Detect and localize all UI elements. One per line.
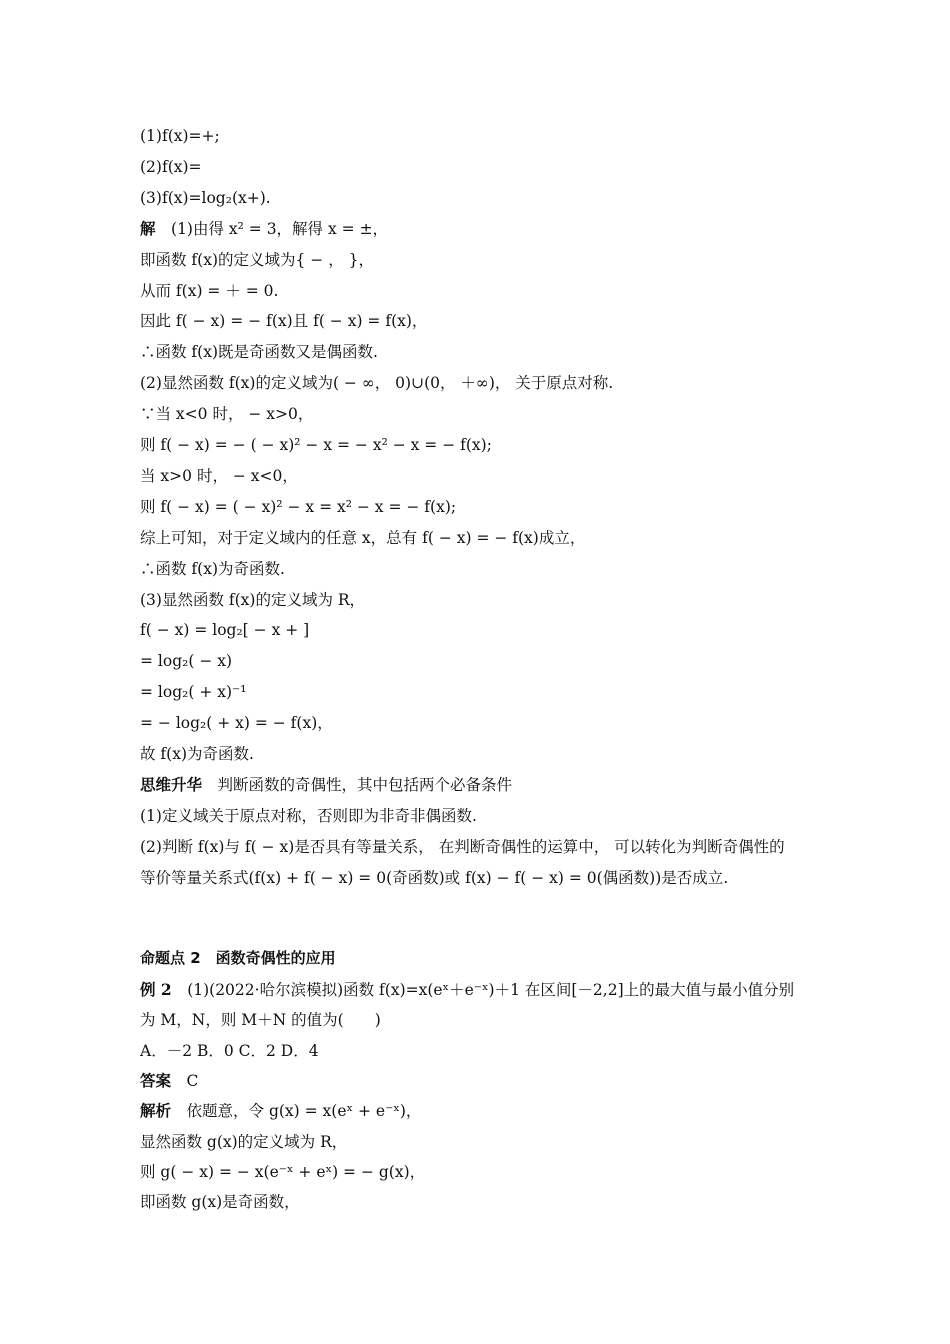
- line-text: f( − x) = log₂[ − x + ]: [140, 621, 310, 640]
- line-text: 即函数 g(x)是奇函数，: [140, 1193, 300, 1212]
- text-line: [140, 559, 820, 579]
- line-text: = log₂( − x): [140, 652, 233, 671]
- text-line: [140, 868, 820, 888]
- line-label: 思维升华: [140, 774, 203, 794]
- line-text: 显然函数 g(x)的定义域为 R，: [140, 1132, 348, 1151]
- line-text: 综上可知，对于定义域内的任意 x，总有 f( − x) = − f(x)成立，: [140, 528, 586, 547]
- line-text: (1)定义域关于原点对称，否则即为非奇非偶函数.: [140, 806, 477, 825]
- line-text: ∵当 x<0 时， − x>0，: [140, 405, 314, 424]
- line-text: 依题意，令 g(x) = x(eˣ + e⁻ˣ)，: [171, 1102, 422, 1121]
- line-text: 当 x>0 时， − x<0，: [140, 466, 298, 485]
- line-text: 即函数 f(x)的定义域为{ − ， }，: [140, 250, 374, 269]
- text-line: [140, 1192, 820, 1212]
- text-line: [140, 435, 820, 455]
- line-text: 等价等量关系式(f(x) + f( − x) = 0(奇函数)或 f(x) − f( − x) = 0(偶函数))是否成立.: [140, 868, 729, 887]
- text-line: [140, 837, 820, 857]
- text-line: [140, 806, 820, 826]
- text-line: [140, 528, 820, 548]
- text-line: [140, 1010, 820, 1030]
- text-line: [140, 311, 820, 331]
- text-line: [140, 126, 820, 146]
- line-text: = log₂( + x)⁻¹: [140, 683, 247, 702]
- text-line: [140, 1041, 820, 1061]
- line-text: 判断函数的奇偶性，其中包括两个必备条件: [202, 775, 513, 794]
- line-text: (1)(2022·哈尔滨模拟)函数 f(x)=x(eˣ＋e⁻ˣ)＋1 在区间[－2,2]上的最大值与最小值分别: [171, 981, 795, 999]
- text-line: [140, 1132, 820, 1152]
- text-line: [140, 744, 820, 764]
- text-line: [140, 1162, 820, 1182]
- line-text: = − log₂( + x) = − f(x)，: [140, 714, 333, 733]
- line-label: 解: [140, 218, 156, 238]
- line-text: A．－2 B．0 C．2 D．4: [140, 1041, 319, 1060]
- line-label: 解析: [140, 1101, 172, 1121]
- line-text: 从而 f(x) = ＋ = 0.: [140, 281, 279, 300]
- text-line: [140, 497, 820, 517]
- line-text: (3)显然函数 f(x)的定义域为 R，: [140, 590, 366, 609]
- line-text: ∴函数 f(x)既是奇函数又是偶函数.: [140, 343, 378, 362]
- text-line: [140, 188, 820, 208]
- line-label: 答案: [140, 1070, 172, 1090]
- line-text: (1)由得 x² = 3，解得 x = ±，: [155, 219, 389, 238]
- line-text: (2)f(x)=: [140, 157, 202, 176]
- text-line: [140, 651, 820, 671]
- line-text: (2)判断 f(x)与 f( − x)是否具有等量关系， 在判断奇偶性的运算中， 可以转化为判断奇偶性的: [140, 837, 785, 856]
- line-text: (1)f(x)=+;: [140, 127, 220, 145]
- text-line: [140, 404, 820, 424]
- line-text: 故 f(x)为奇函数.: [140, 745, 254, 763]
- line-text: 则 f( − x) = − ( − x)² − x = − x² − x = − f(x);: [140, 436, 492, 454]
- text-line: [140, 713, 820, 733]
- section-heading: 命题点 2 函数奇偶性的应用: [140, 949, 336, 967]
- line-text: ∴函数 f(x)为奇函数.: [140, 559, 285, 578]
- text-line: [140, 250, 820, 270]
- text-line: [140, 281, 820, 301]
- line-text: 则 f( − x) = ( − x)² − x = x² − x = − f(x);: [140, 497, 457, 516]
- text-line: [140, 373, 820, 393]
- line-text: C: [171, 1071, 199, 1090]
- line-text: (3)f(x)=log₂(x+).: [140, 188, 271, 207]
- text-line: [140, 157, 820, 177]
- line-label: 例 2: [140, 980, 172, 999]
- line-text: 为 M，N，则 M＋N 的值为( ): [140, 1011, 381, 1030]
- text-line: [140, 219, 820, 239]
- text-line: [140, 980, 820, 1000]
- line-text: (2)显然函数 f(x)的定义域为( − ∞， 0)∪(0， ＋∞)， 关于原点对称.: [140, 374, 614, 393]
- text-line: [140, 342, 820, 362]
- text-line: [140, 682, 820, 702]
- text-line: [140, 1071, 820, 1091]
- text-line: [140, 466, 820, 486]
- text-line: [140, 620, 820, 640]
- text-line: [140, 775, 820, 795]
- text-line: [140, 1101, 820, 1121]
- line-text: 则 g( − x) = − x(e⁻ˣ + eˣ) = − g(x)，: [140, 1162, 426, 1181]
- text-line: [140, 590, 820, 610]
- line-text: 因此 f( − x) = − f(x)且 f( − x) = f(x)，: [140, 312, 428, 331]
